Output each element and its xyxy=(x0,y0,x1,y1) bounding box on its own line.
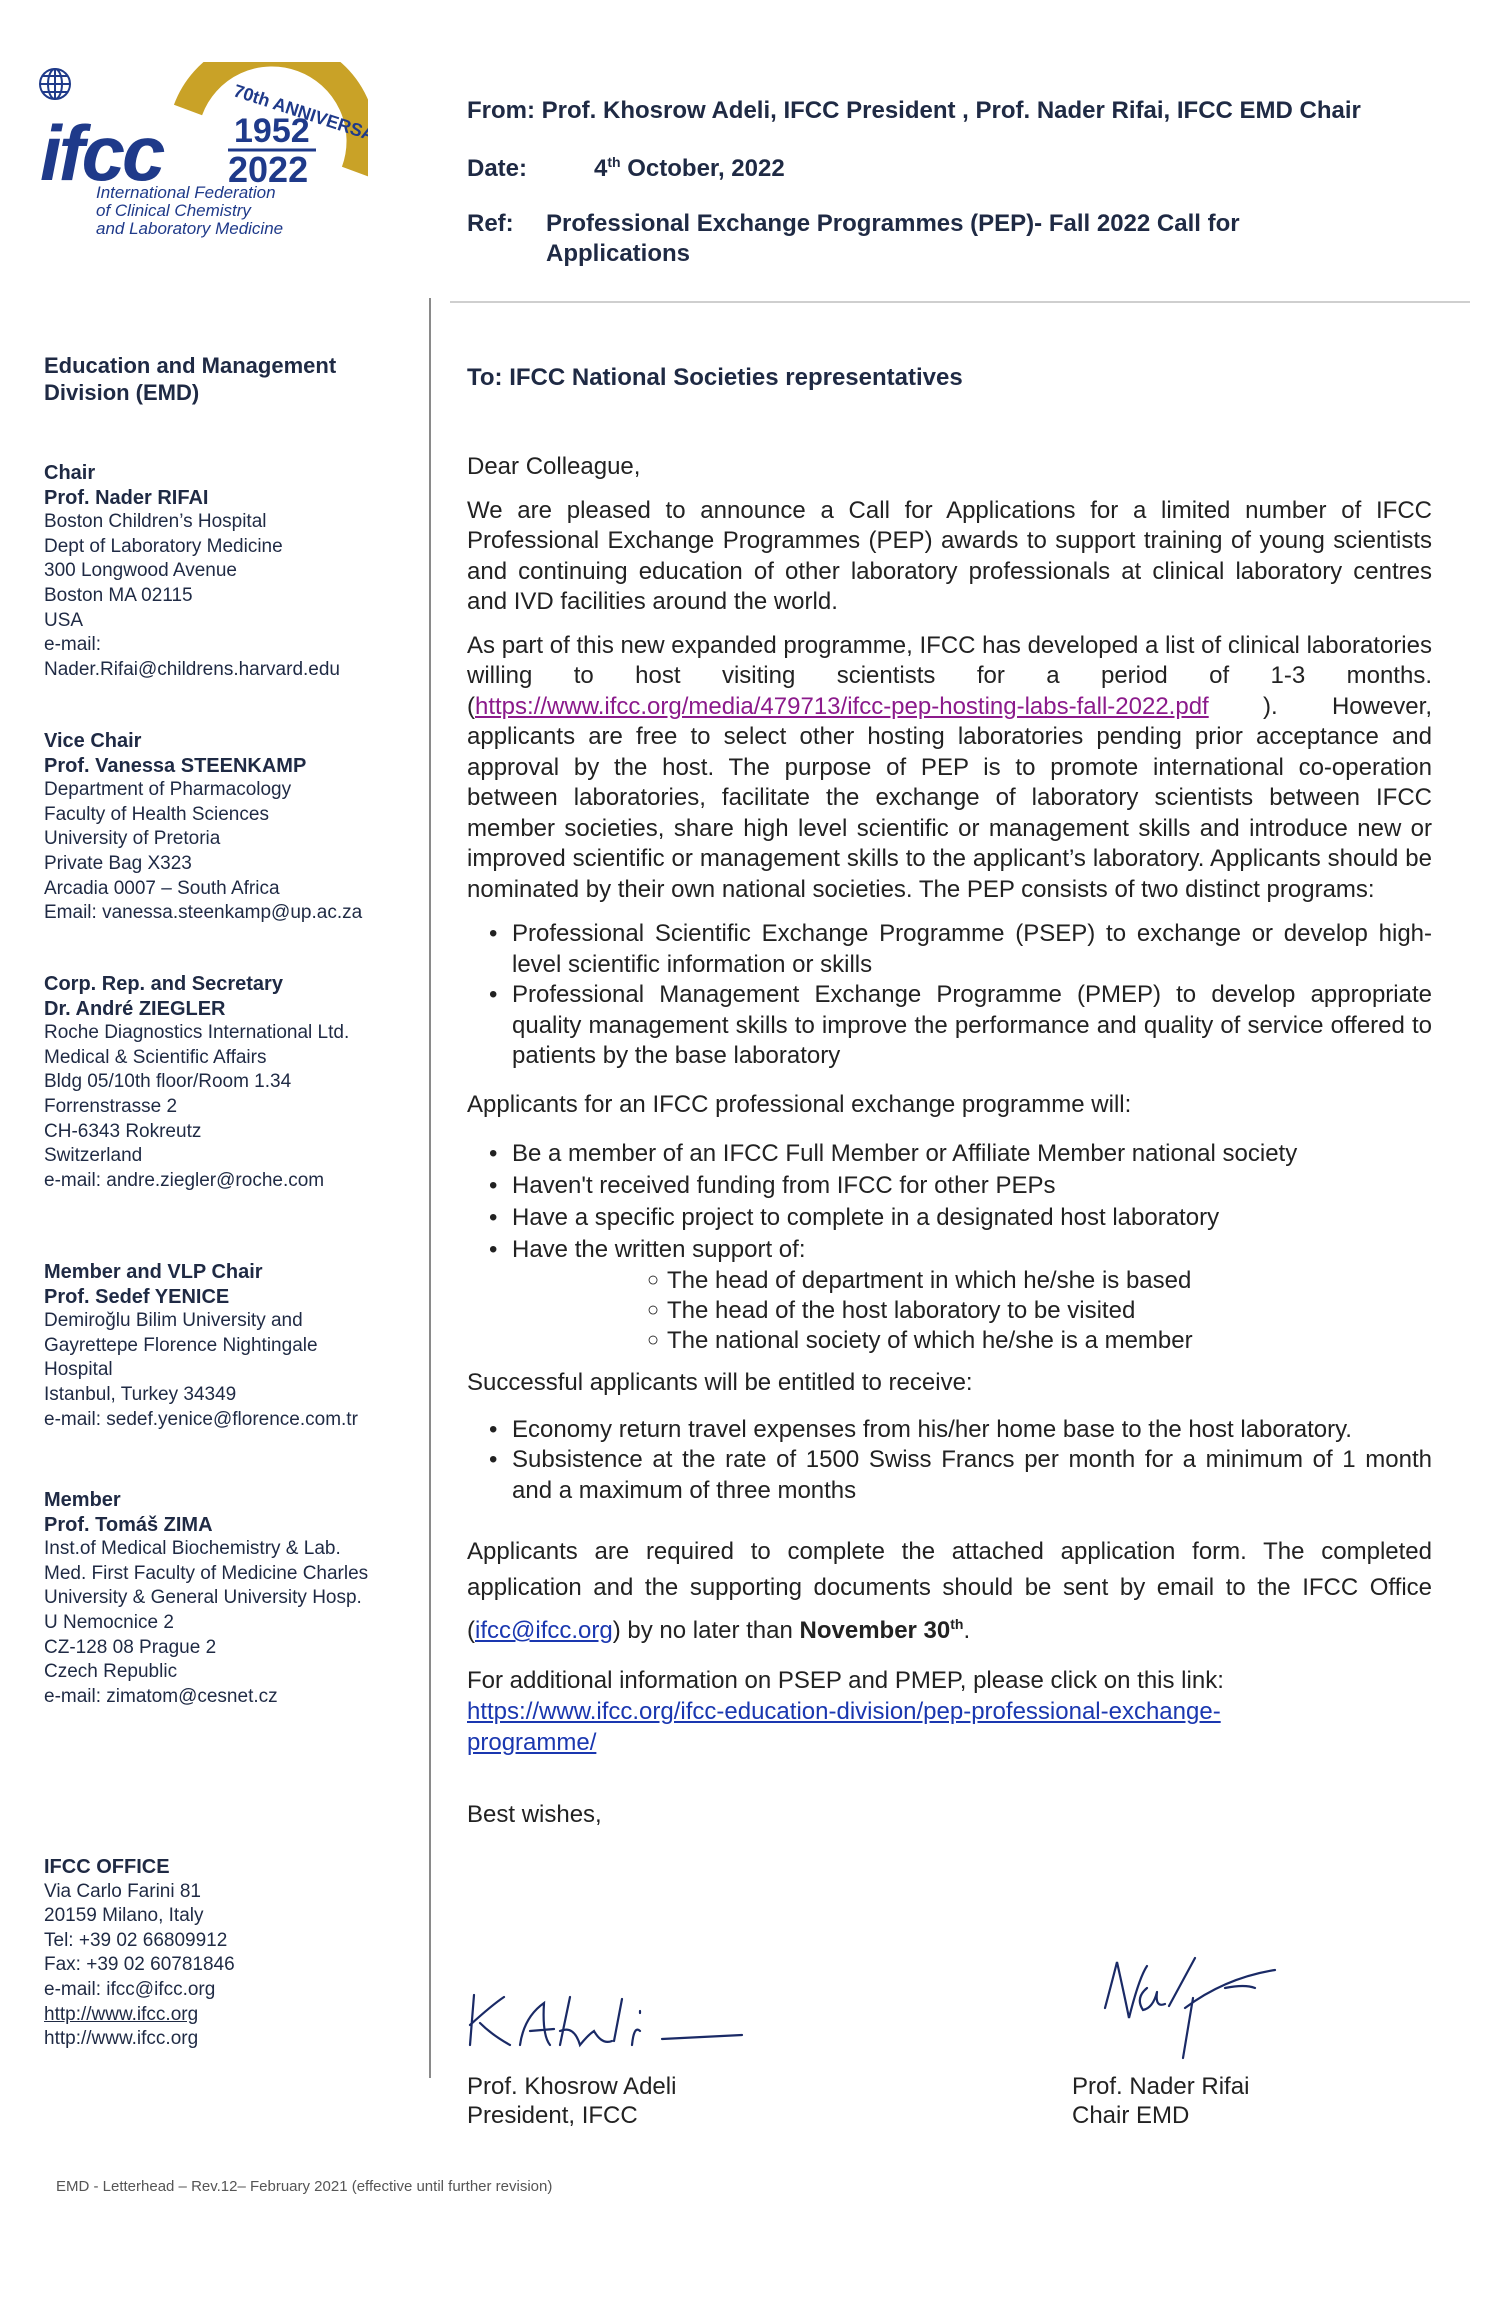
requirements-intro: Applicants for an IFCC professional exchange programme will: xyxy=(467,1090,1132,1118)
address-line: Roche Diagnostics International Ltd. xyxy=(44,1022,350,1044)
person-name: Prof. Sedef YENICE xyxy=(44,1285,230,1308)
recipient-line: To: IFCC National Societies representatives xyxy=(467,364,963,391)
deadline-date: November 30 xyxy=(799,1617,951,1644)
pep-info-link-cont[interactable]: programme/ xyxy=(467,1729,597,1756)
logo-org-line: International Federation xyxy=(96,183,276,202)
list-item xyxy=(467,1296,1432,1326)
address-line: Switzerland xyxy=(44,1145,143,1167)
division-title-line: Division (EMD) xyxy=(44,380,200,405)
address-line: Bldg 05/10th floor/Room 1.34 xyxy=(44,1071,292,1093)
entitlement-item: Economy return travel expenses from his/her home base to the host laboratory. xyxy=(512,1415,1352,1443)
requirement-item: Have the written support of: xyxy=(512,1236,806,1263)
support-item: The head of the host laboratory to be visited xyxy=(667,1297,1136,1324)
person-name: Dr. André ZIEGLER xyxy=(44,997,226,1020)
address-line: Medical & Scientific Affairs xyxy=(44,1046,267,1068)
date-day: 4 xyxy=(594,155,608,182)
requirement-item: Be a member of an IFCC Full Member or Affiliate Member national society xyxy=(512,1140,1298,1167)
list-item xyxy=(467,1202,1432,1234)
list-item xyxy=(467,919,1432,980)
signer-title: President, IFCC xyxy=(467,2102,638,2129)
from-value: Prof. Khosrow Adeli, IFCC President , Prof. Nader Rifai, IFCC EMD Chair xyxy=(541,97,1361,124)
email-line: Nader.Rifai@childrens.harvard.edu xyxy=(44,658,340,680)
bullet-icon: • xyxy=(489,1172,498,1199)
program-item: Professional Management Exchange Programme (PMEP) to develop appropriate quality management skills to improve the performance and quality of service offered to patients by the base laboratory xyxy=(512,981,1432,1069)
list-item xyxy=(467,1138,1432,1170)
list-item xyxy=(467,1266,1432,1296)
ref-line1: Professional Exchange Programmes (PEP)- Fall 2022 Call for xyxy=(546,210,1240,237)
ifcc-wordmark: ifcc xyxy=(40,109,163,197)
address-line: Med. First Faculty of Medicine Charles xyxy=(44,1562,369,1584)
salutation: Dear Colleague, xyxy=(467,453,641,480)
letter-body xyxy=(467,364,1432,392)
header-ref xyxy=(467,209,1240,269)
program-item: Professional Scientific Exchange Programme (PSEP) to exchange or develop high-level scientific information or skills xyxy=(512,920,1432,978)
letterhead-footer: EMD - Letterhead – Rev.12– February 2021 (effective until further revision) xyxy=(56,2178,553,2195)
bullet-icon: • xyxy=(489,1415,498,1443)
circle-bullet-icon: ○ xyxy=(647,1329,660,1351)
chair-block xyxy=(44,461,424,682)
info-paragraph xyxy=(467,1665,1432,1758)
globe-icon xyxy=(40,69,70,99)
ref-label: Ref: xyxy=(467,210,514,237)
entitlements-intro: Successful applicants will be entitled to receive: xyxy=(467,1369,973,1396)
ifcc-anniversary-logo xyxy=(38,62,368,247)
person-name: Prof. Tomáš ZIMA xyxy=(44,1513,213,1536)
ifcc-office-block xyxy=(44,1855,424,2052)
circle-bullet-icon: ○ xyxy=(647,1299,660,1321)
circle-bullet-icon: ○ xyxy=(647,1269,660,1291)
address-line: Arcadia 0007 – South Africa xyxy=(44,877,280,899)
address-line: USA xyxy=(44,609,84,631)
address-line: Gayrettepe Florence Nightingale xyxy=(44,1334,318,1356)
division-title-line: Education and Management xyxy=(44,353,337,378)
office-website-link[interactable]: http://www.ifcc.org xyxy=(44,2003,199,2025)
bullet-icon: • xyxy=(489,981,498,1008)
intro-paragraph: We are pleased to announce a Call for Applications for a limited number of IFCC Professional Exchange Programmes (PEP) awards to support training of young scientists and continuing education of other laboratory professionals at clinical laboratory centres and IVD facilities around the world. xyxy=(467,496,1432,615)
support-item: The national society of which he/she is a member xyxy=(667,1327,1193,1354)
address-line: Forrenstrasse 2 xyxy=(44,1095,178,1117)
address-line: Demiroğlu Bilim University and xyxy=(44,1310,303,1332)
role-title: IFCC OFFICE xyxy=(44,1856,170,1878)
address-line: Via Carlo Farini 81 xyxy=(44,1880,202,1902)
member-block xyxy=(44,1488,424,1709)
email-line: e-mail: zimatom@cesnet.cz xyxy=(44,1685,278,1707)
hosting-labs-link[interactable]: https://www.ifcc.org/media/479713/ifcc-pep-hosting-labs-fall-2022.pdf xyxy=(475,692,1209,720)
list-item xyxy=(467,980,1432,1072)
requirement-item: Have a specific project to complete in a designated host laboratory xyxy=(512,1204,1220,1231)
fax-line: Fax: +39 02 60781846 xyxy=(44,1954,235,1976)
address-line: U Nemocnice 2 xyxy=(44,1611,174,1633)
entitlement-item: Subsistence at the rate of 1500 Swiss Francs per month for a minimum of 1 month and a maximum of three months xyxy=(512,1446,1432,1504)
adeli-signature xyxy=(462,1975,752,2065)
info-text: For additional information on PSEP and PMEP, please click on this link: xyxy=(467,1667,1224,1694)
date-suffix: th xyxy=(607,154,621,170)
ref-line2: Applications xyxy=(546,240,691,267)
signer-adeli xyxy=(467,2072,676,2130)
address-line: Czech Republic xyxy=(44,1661,178,1683)
address-line: Istanbul, Turkey 34349 xyxy=(44,1383,237,1405)
role-title: Vice Chair xyxy=(44,730,142,752)
anniversary-text: 70th ANNIVERSARY xyxy=(231,80,368,153)
email-line: e-mail: andre.ziegler@roche.com xyxy=(44,1169,325,1191)
address-line: Faculty of Health Sciences xyxy=(44,803,269,825)
role-title: Corp. Rep. and Secretary xyxy=(44,973,283,995)
email-line: e-mail: ifcc@ifcc.org xyxy=(44,1978,216,2000)
rifai-signature xyxy=(1095,1948,1315,2068)
header-from xyxy=(467,97,1361,125)
email-line: e-mail: sedef.yenice@florence.com.tr xyxy=(44,1408,358,1430)
year-start: 1952 xyxy=(234,112,310,150)
phone-line: Tel: +39 02 66809912 xyxy=(44,1929,228,1951)
header-divider xyxy=(450,301,1470,303)
ifcc-email-link[interactable]: ifcc@ifcc.org xyxy=(475,1617,613,1644)
bullet-icon: • xyxy=(489,1204,498,1231)
from-label: From: xyxy=(467,97,535,124)
address-line: e-mail: xyxy=(44,634,102,656)
address-line: 300 Longwood Avenue xyxy=(44,560,237,582)
letter-content xyxy=(467,452,1432,1831)
bullet-icon: • xyxy=(489,1140,498,1167)
support-list xyxy=(467,1266,1432,1356)
logo-org-line: of Clinical Chemistry xyxy=(96,201,251,220)
bullet-icon: • xyxy=(489,920,498,947)
list-item xyxy=(467,1234,1432,1266)
list-item xyxy=(467,1415,1432,1446)
list-item xyxy=(467,1326,1432,1356)
support-item: The head of department in which he/she is based xyxy=(667,1267,1192,1294)
email-line: Email: vanessa.steenkamp@up.ac.za xyxy=(44,902,363,924)
signer-rifai xyxy=(1072,2072,1249,2130)
list-item xyxy=(467,1170,1432,1202)
division-title xyxy=(44,352,424,406)
vice-chair-block xyxy=(44,729,424,926)
requirements-list xyxy=(467,1138,1432,1266)
address-line: Inst.of Medical Biochemistry & Lab. xyxy=(44,1538,341,1560)
vlp-chair-block xyxy=(44,1260,424,1432)
application-text-start: Applicants are required to complete the attached application form. The completed application and the supporting documents should be sent by email to the IFCC Office ( xyxy=(467,1538,1432,1644)
closing: Best wishes, xyxy=(467,1801,602,1828)
address-line: 20159 Milano, Italy xyxy=(44,1905,204,1927)
address-line: Hospital xyxy=(44,1359,113,1381)
role-title: Member xyxy=(44,1489,121,1511)
signer-name: Prof. Nader Rifai xyxy=(1072,2073,1250,2100)
application-text-mid: ) by no later than xyxy=(612,1617,800,1644)
sidebar-divider xyxy=(429,298,431,2078)
header-date xyxy=(467,154,785,183)
secretary-block xyxy=(44,972,424,1193)
address-line: University of Pretoria xyxy=(44,828,221,850)
programme-paragraph xyxy=(467,631,1432,906)
logo-org-name xyxy=(96,184,283,238)
address-line: Department of Pharmacology xyxy=(44,779,292,801)
signer-title: Chair EMD xyxy=(1072,2102,1190,2129)
pep-info-link[interactable]: https://www.ifcc.org/ifcc-education-division/pep-professional-exchange- xyxy=(467,1698,1221,1725)
application-text-end: . xyxy=(963,1617,971,1644)
address-line: CH-6343 Rokreutz xyxy=(44,1120,202,1142)
list-item xyxy=(467,1445,1432,1506)
application-paragraph xyxy=(467,1534,1432,1649)
person-name: Prof. Nader RIFAI xyxy=(44,486,209,509)
programme-text-end: ). However, applicants are free to select other hosting laboratories pending prior acceptance and approval by the host. The purpose of PEP is to promote international co-operation between laboratories, facilitate the exchange of laboratory scientists between IFCC member societies, share high level scientific or management skills and introduce new or improved scientific or management skills to the applicant’s laboratory. Applicants should be nominated by their own national societies. The PEP consists of two distinct programs: xyxy=(467,692,1432,903)
date-rest: October, 2022 xyxy=(620,155,785,182)
signer-name: Prof. Khosrow Adeli xyxy=(467,2073,677,2100)
address-line: Boston Children’s Hospital xyxy=(44,511,267,533)
year-end: 2022 xyxy=(228,149,309,190)
bullet-icon: • xyxy=(489,1446,498,1473)
program-list xyxy=(467,919,1432,1072)
entitlements-list xyxy=(467,1415,1432,1507)
role-title: Member and VLP Chair xyxy=(44,1261,263,1283)
requirement-item: Haven't received funding from IFCC for other PEPs xyxy=(512,1172,1056,1199)
address-line: Dept of Laboratory Medicine xyxy=(44,535,283,557)
address-line: University & General University Hosp. xyxy=(44,1587,362,1609)
address-line: CZ-128 08 Prague 2 xyxy=(44,1636,217,1658)
logo-org-line: and Laboratory Medicine xyxy=(96,219,284,238)
office-website-text: http://www.ifcc.org xyxy=(44,2028,199,2050)
date-label: Date: xyxy=(467,155,528,182)
bullet-icon: • xyxy=(489,1236,498,1263)
person-name: Prof. Vanessa STEENKAMP xyxy=(44,754,307,777)
address-line: Boston MA 02115 xyxy=(44,584,193,606)
programme-text-start: As part of this new expanded programme, IFCC has developed a list of clinical laboratories willing to host visiting scientists for a period of 1-3 months. ( xyxy=(467,631,1432,720)
address-line: Private Bag X323 xyxy=(44,852,192,874)
role-title: Chair xyxy=(44,462,96,484)
deadline-suffix: th xyxy=(950,1616,964,1632)
